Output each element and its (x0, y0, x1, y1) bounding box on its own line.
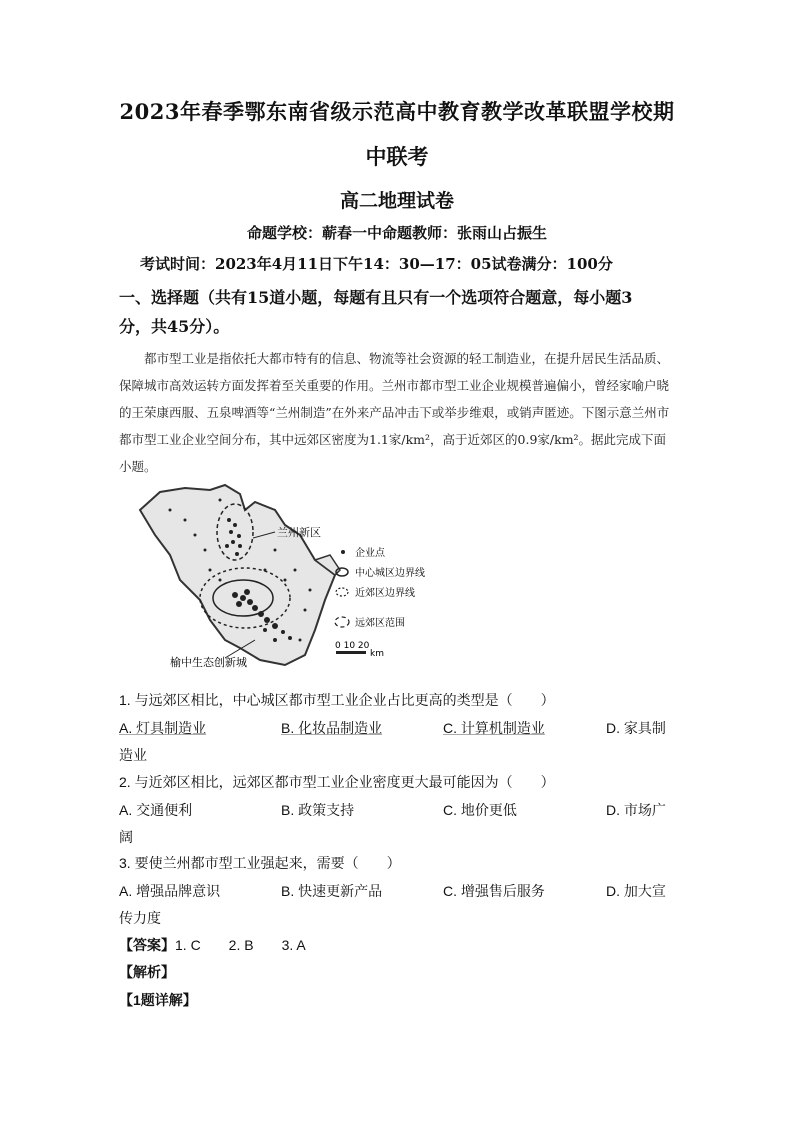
q2-option-c[interactable]: C. 地价更低 (443, 802, 517, 818)
detail-label: 【1题详解】 (119, 992, 197, 1008)
authors-line: 命题学校：蕲春一中命题教师：张雨山占振生 (246, 224, 547, 242)
section-heading-line1: 一、选择题（共有15道小题，每题有且只有一个选项符合题意，每小题3 (119, 288, 633, 307)
q1-option-b[interactable]: B. 化妆品制造业 (281, 720, 383, 736)
legend-near: 近郊区边界线 (355, 588, 415, 599)
legend-far-symbol (335, 617, 349, 627)
scale-bar (336, 651, 366, 654)
answer-values: 1. C 2. B 3. A (175, 937, 306, 953)
question-1-stem: 1. 与远郊区相比，中心城区都市型工业企业占比更高的类型是（ ） (119, 692, 555, 708)
legend-near-symbol (336, 588, 348, 596)
scale-numbers: 0 10 20 (335, 641, 370, 651)
question-2-stem: 2. 与近郊区相比，远郊区都市型工业企业密度更大最可能因为（ ） (119, 774, 555, 790)
label-yuzhong: 榆中生态创新城 (170, 656, 247, 669)
reading-passage: 都市型工业是指依托大都市特有的信息、物流等社会资源的轻工制造业，在提升居民生活品质、保障城市高效运转方面发挥着至关重要的作用。兰州市都市型工业企业规模普遍偏小，曾经家喻户晓的王荣康西服、五泉啤酒等“兰州制造”在外来产品冲击下或举步维艰，或销声匿迹。下图示意兰州市都市型工业企业空间分布，其中远郊区密度为1.1家/km²，高于近郊区的0.9家/km²。据此完成下面小题。 (119, 351, 670, 474)
q2-option-b[interactable]: B. 政策支持 (281, 802, 355, 818)
q3-option-d[interactable]: D. 加大宣 (606, 883, 666, 899)
legend-point-symbol (341, 550, 345, 554)
answer-line (119, 935, 306, 955)
q2-option-a[interactable]: A. 交通便利 (119, 802, 193, 818)
answer-label: 【答案】 (119, 937, 175, 953)
q1-option-d-wrap: 造业 (119, 747, 147, 763)
lanzhou-industry-map (125, 480, 445, 675)
q3-option-d-wrap: 传力度 (119, 910, 161, 926)
city-boundary (140, 485, 335, 665)
label-lanzhou-new-district: 兰州新区 (277, 526, 321, 539)
exam-info-line: 考试时间：2023年4月11日下午14：30—17：05试卷满分：100分 (140, 255, 613, 273)
q3-option-c[interactable]: C. 增强售后服务 (443, 883, 545, 899)
section-heading-line2: 分，共45分）。 (119, 317, 230, 336)
exam-title-line2: 中联考 (365, 144, 429, 169)
section-heading (119, 283, 679, 341)
legend-point: 企业点 (355, 548, 385, 559)
q1-option-d[interactable]: D. 家具制 (606, 720, 666, 736)
q2-option-d[interactable]: D. 市场广 (606, 802, 666, 818)
q1-option-c[interactable]: C. 计算机制造业 (443, 720, 545, 736)
legend-far: 远郊区范围 (355, 618, 405, 629)
scale-unit: km (370, 649, 384, 659)
q2-option-d-wrap: 阔 (119, 829, 133, 845)
q3-option-a[interactable]: A. 增强品牌意识 (119, 883, 221, 899)
legend-center: 中心城区边界线 (355, 568, 425, 579)
q1-option-a[interactable]: A. 灯具制造业 (119, 720, 207, 736)
exam-title-line1: 2023年春季鄂东南省级示范高中教育教学改革联盟学校期 (119, 99, 675, 124)
question-3-stem: 3. 要使兰州都市型工业强起来，需要（ ） (119, 855, 401, 871)
analysis-label: 【解析】 (119, 964, 175, 980)
q3-option-b[interactable]: B. 快速更新产品 (281, 883, 383, 899)
subject-title: 高二地理试卷 (339, 190, 454, 212)
